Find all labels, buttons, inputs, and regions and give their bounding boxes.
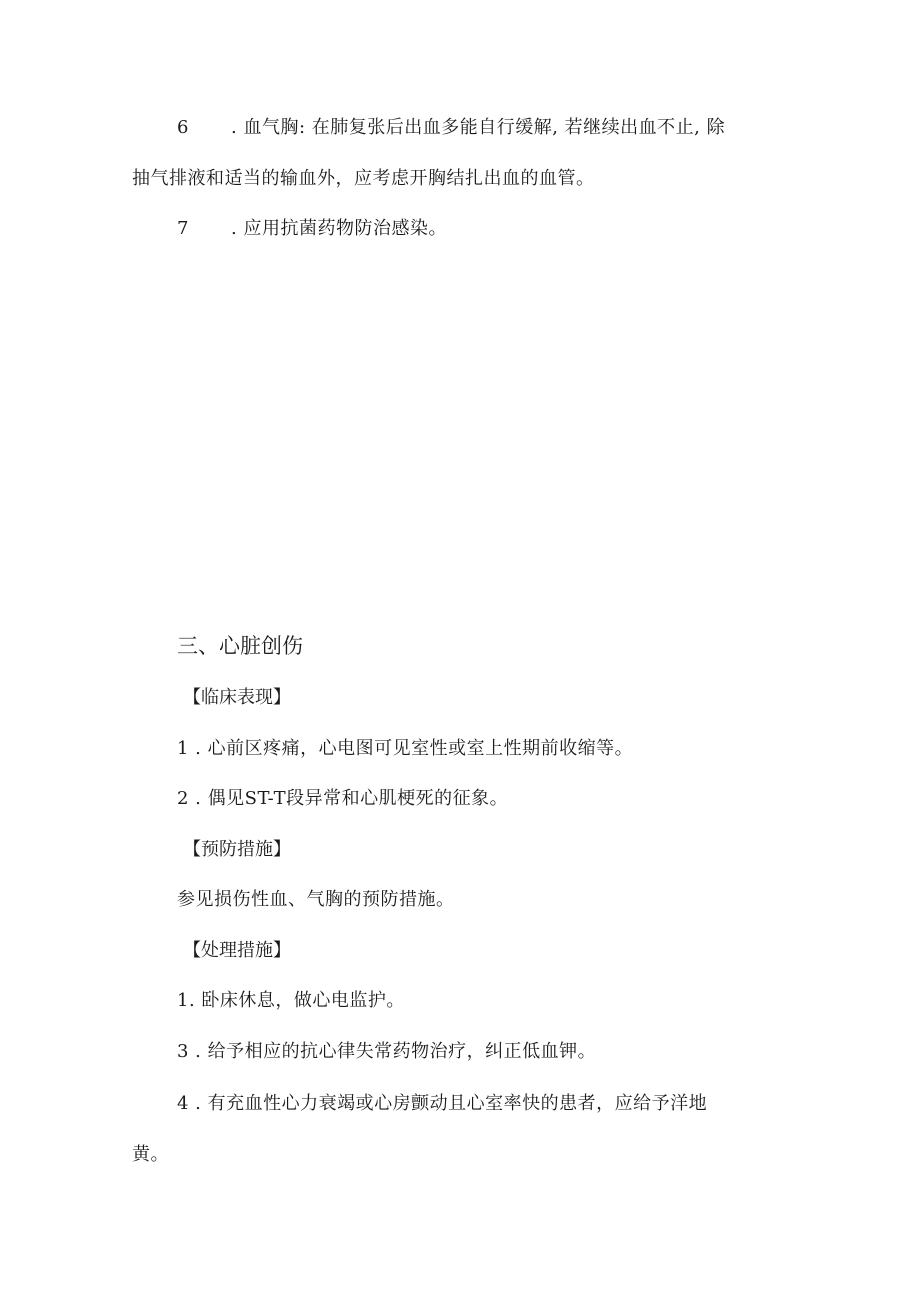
clinical-item-1: 1 . 心前区疼痛，心电图可见室性或室上性期前收缩等。	[177, 738, 634, 759]
item-7-line	[177, 217, 447, 241]
prevention-heading: 【预防措施】	[183, 839, 291, 860]
item-6-line-1	[177, 116, 725, 140]
item-7-number: 7	[177, 218, 189, 239]
prevention-text: 参见损伤性血、气胸的预防措施。	[177, 889, 455, 910]
item-6-line-2: 抽气排液和适当的输血外，应考虑开胸结扎出血的血管。	[132, 168, 595, 189]
treatment-item-1: 1. 卧床休息，做心电监护。	[177, 990, 405, 1011]
treatment-item-4-line-2: 黄。	[132, 1144, 169, 1165]
section-title: 三、心脏创伤	[177, 634, 303, 658]
treatment-item-3: 3 . 给予相应的抗心律失常药物治疗，纠正低血钾。	[177, 1041, 597, 1062]
item-6-text: . 血气胸: 在肺复张后出血多能自行缓解, 若继续出血不止, 除	[231, 117, 726, 138]
treatment-heading: 【处理措施】	[183, 940, 291, 961]
item-6-number: 6	[177, 117, 189, 138]
clinical-heading: 【临床表现】	[183, 687, 291, 708]
item-7-text: . 应用抗菌药物防治感染。	[231, 218, 447, 239]
clinical-item-2: 2 . 偶见ST-T段异常和心肌梗死的征象。	[177, 788, 509, 809]
treatment-item-4-line-1: 4 . 有充血性心力衰竭或心房颤动且心室率快的患者，应给予洋地	[177, 1093, 708, 1114]
